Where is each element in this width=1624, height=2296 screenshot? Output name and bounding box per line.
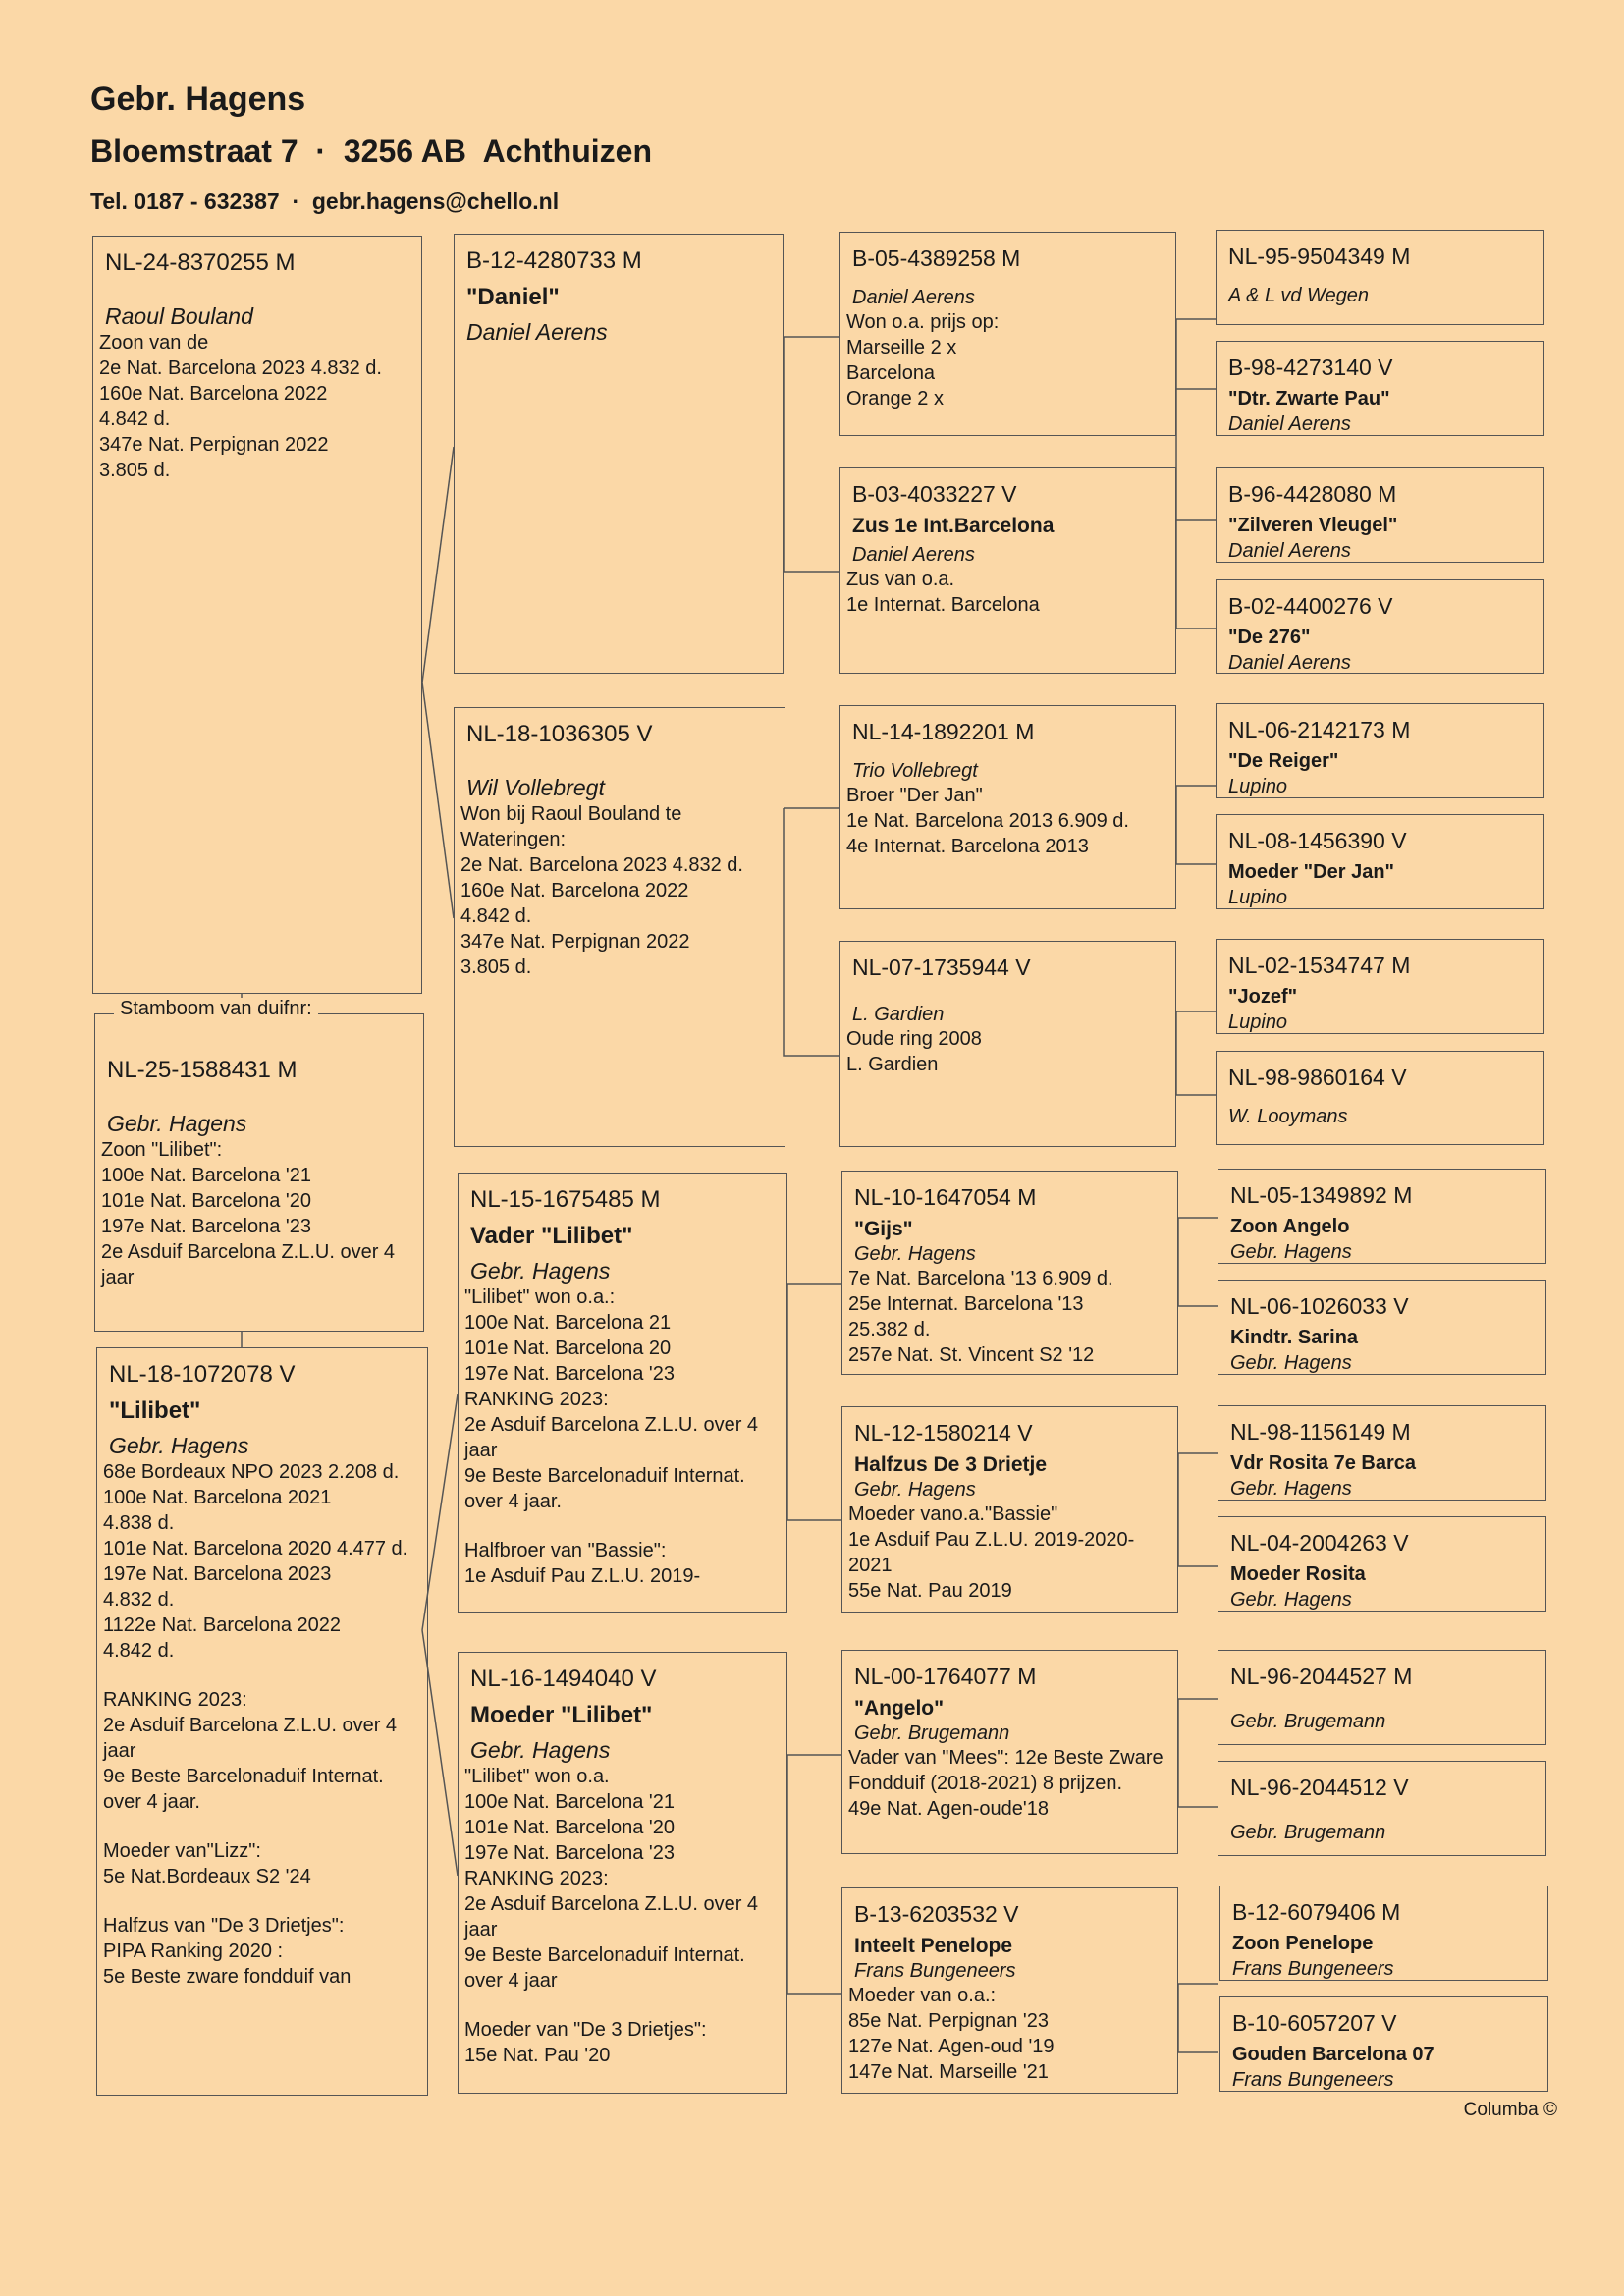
mother-line: 5e Nat.Bordeaux S2 '24 (103, 1865, 311, 1887)
mf-name: Vader "Lilibet" (470, 1223, 633, 1250)
fm-line: 160e Nat. Barcelona 2022 (460, 880, 689, 902)
g4-name: Zoon Penelope (1232, 1933, 1374, 1955)
ff-card (454, 234, 784, 674)
g4-card (1218, 1650, 1546, 1745)
father-ring: NL-24-8370255 M (105, 249, 296, 276)
g4-breeder: Gebr. Hagens (1230, 1478, 1352, 1501)
mother-line: 1122e Nat. Barcelona 2022 (103, 1613, 342, 1636)
g3-breeder: Trio Vollebregt (852, 760, 978, 783)
mm-line: 2e Asduif Barcelona Z.L.U. over 4 jaar (464, 1892, 759, 1941)
g3-line: 25.382 d. (848, 1319, 931, 1341)
g4-breeder: Daniel Aerens (1228, 413, 1351, 436)
g3-card (839, 467, 1176, 674)
g4-name: "Dtr. Zwarte Pau" (1228, 388, 1390, 410)
g4-card (1219, 1996, 1548, 2092)
g4-breeder: Gebr. Hagens (1230, 1589, 1352, 1612)
g4-card (1216, 814, 1544, 909)
g4-card (1216, 939, 1544, 1034)
mother-line: Moeder van"Lizz": (103, 1839, 261, 1862)
g4-ring: B-98-4273140 V (1228, 355, 1393, 380)
fm-breeder: Wil Vollebregt (466, 775, 605, 801)
pedigree-legend: Stamboom van duifnr: (114, 998, 318, 1020)
mf-line: 2e Asduif Barcelona Z.L.U. over 4 jaar (464, 1413, 759, 1461)
g3-line: Broer "Der Jan" (846, 785, 983, 807)
mother-line: 68e Bordeaux NPO 2023 2.208 d. (103, 1460, 400, 1483)
g3-card (839, 705, 1176, 909)
father-line: 2e Nat. Barcelona 2023 4.832 d. (99, 357, 382, 380)
fm-line: 347e Nat. Perpignan 2022 (460, 931, 690, 954)
g4-ring: NL-95-9504349 M (1228, 244, 1411, 269)
g4-card (1218, 1761, 1546, 1856)
g4-name: Vdr Rosita 7e Barca (1230, 1452, 1416, 1475)
g3-breeder: Daniel Aerens (852, 287, 975, 309)
g3-line: Barcelona (846, 362, 936, 385)
mm-breeder: Gebr. Hagens (470, 1736, 611, 1763)
copyright: Columba © (1463, 2100, 1557, 2120)
mf-line: "Lilibet" won o.a.: (464, 1285, 616, 1308)
g4-ring: B-96-4428080 M (1228, 481, 1397, 507)
mother-line: 4.838 d. (103, 1511, 175, 1534)
g4-breeder: W. Looymans (1228, 1106, 1348, 1128)
g4-ring: NL-96-2044527 M (1230, 1664, 1413, 1689)
mother-line: 4.842 d. (103, 1639, 175, 1662)
g4-ring: NL-98-1156149 M (1230, 1419, 1411, 1445)
g3-name: Zus 1e Int.Barcelona (852, 515, 1055, 538)
g3-line: Oude ring 2008 (846, 1028, 982, 1051)
mm-line: "Lilibet" won o.a. (464, 1765, 610, 1787)
mother-line: 2e Asduif Barcelona Z.L.U. over 4 jaar (103, 1714, 398, 1762)
g4-card (1218, 1169, 1546, 1264)
g3-ring: NL-00-1764077 M (854, 1664, 1037, 1689)
g3-card (841, 1887, 1178, 2094)
father-line: 160e Nat. Barcelona 2022 (99, 383, 328, 406)
g3-card (841, 1406, 1178, 1613)
g3-card (839, 232, 1176, 436)
g3-card (841, 1650, 1178, 1854)
mm-line: 101e Nat. Barcelona '20 (464, 1816, 675, 1838)
g4-name: Kindtr. Sarina (1230, 1327, 1359, 1349)
g4-name: "De 276" (1228, 627, 1311, 649)
g3-breeder: Daniel Aerens (852, 543, 975, 566)
g4-ring: NL-02-1534747 M (1228, 953, 1411, 978)
father-line: 4.842 d. (99, 409, 171, 431)
g3-card (839, 941, 1176, 1147)
subject-ring: NL-25-1588431 M (107, 1057, 298, 1083)
g3-ring: NL-12-1580214 V (854, 1420, 1033, 1446)
mm-ring: NL-16-1494040 V (470, 1666, 657, 1692)
mother-line: PIPA Ranking 2020 : (103, 1940, 284, 1962)
g3-breeder: Gebr. Hagens (854, 1242, 976, 1265)
g4-card (1218, 1280, 1546, 1375)
mother-card (96, 1347, 428, 2096)
mm-line: 100e Nat. Barcelona '21 (464, 1790, 675, 1813)
mother-line: 9e Beste Barcelonaduif Internat. over 4 jaar. (103, 1765, 384, 1813)
g4-name: Moeder "Der Jan" (1228, 861, 1395, 884)
g3-line: 1e Internat. Barcelona (846, 594, 1040, 617)
g3-line: Orange 2 x (846, 388, 944, 410)
g4-breeder: Lupino (1228, 887, 1288, 909)
mf-ring: NL-15-1675485 M (470, 1186, 661, 1213)
mother-line: 197e Nat. Barcelona 2023 (103, 1562, 332, 1585)
mm-name: Moeder "Lilibet" (470, 1702, 653, 1729)
mother-breeder: Gebr. Hagens (109, 1432, 249, 1458)
g4-ring: NL-06-2142173 M (1228, 717, 1411, 742)
g3-line: Moeder van o.a.: (848, 1985, 997, 2007)
mf-line: 101e Nat. Barcelona 20 (464, 1337, 672, 1359)
g4-breeder: Frans Bungeneers (1232, 2069, 1394, 2092)
g4-ring: NL-06-1026033 V (1230, 1293, 1409, 1319)
g3-line: 49e Nat. Agen-oude'18 (848, 1798, 1049, 1821)
g3-line: Zus van o.a. (846, 569, 955, 591)
g3-line: 257e Nat. St. Vincent S2 '12 (848, 1344, 1095, 1367)
mf-line: Halfbroer van "Bassie": (464, 1539, 667, 1561)
g3-line: Vader van "Mees": 12e Beste Zware Fondduif (2018-2021) 8 prijzen. (848, 1747, 1164, 1795)
g3-line: 1e Nat. Barcelona 2013 6.909 d. (846, 810, 1129, 833)
g4-breeder: Gebr. Hagens (1230, 1241, 1352, 1264)
ff-breeder: Daniel Aerens (466, 318, 608, 345)
father-line: 3.805 d. (99, 460, 171, 482)
fm-line: Won bij Raoul Bouland te Wateringen: (460, 803, 682, 851)
g4-name: Moeder Rosita (1230, 1563, 1366, 1586)
g3-line: 55e Nat. Pau 2019 (848, 1580, 1012, 1603)
fm-ring: NL-18-1036305 V (466, 721, 653, 747)
subject-line: 197e Nat. Barcelona '23 (101, 1216, 311, 1238)
mother-line: 5e Beste zware fondduif van (103, 1965, 352, 1988)
g3-line: 85e Nat. Perpignan '23 (848, 2010, 1049, 2033)
mother-line: 4.832 d. (103, 1588, 175, 1611)
g3-breeder: Gebr. Brugemann (854, 1722, 1010, 1744)
g4-card (1216, 1051, 1544, 1145)
fm-line: 3.805 d. (460, 957, 532, 979)
g4-card (1218, 1405, 1546, 1501)
g4-name: Gouden Barcelona 07 (1232, 2044, 1435, 2066)
g4-ring: NL-08-1456390 V (1228, 828, 1407, 853)
mother-line: 101e Nat. Barcelona 2020 4.477 d. (103, 1537, 408, 1559)
g4-name: "Zilveren Vleugel" (1228, 515, 1398, 537)
g3-line: 25e Internat. Barcelona '13 (848, 1293, 1084, 1316)
mf-line: 100e Nat. Barcelona 21 (464, 1311, 672, 1334)
g3-ring: B-05-4389258 M (852, 246, 1021, 271)
g4-breeder: Lupino (1228, 776, 1288, 798)
g4-ring: NL-04-2004263 V (1230, 1530, 1409, 1556)
ff-ring: B-12-4280733 M (466, 247, 642, 274)
mf-line: RANKING 2023: (464, 1388, 609, 1410)
g4-card (1216, 341, 1544, 436)
fm-line: 4.842 d. (460, 905, 532, 928)
father-line: Zoon van de (99, 332, 209, 355)
g3-ring: NL-14-1892201 M (852, 719, 1035, 744)
g3-line: 4e Internat. Barcelona 2013 (846, 836, 1089, 858)
subject-line: 100e Nat. Barcelona '21 (101, 1165, 311, 1187)
g3-ring: NL-07-1735944 V (852, 955, 1031, 980)
breeder-contact: Tel. 0187 - 632387 · gebr.hagens@chello.nl (90, 189, 560, 214)
mf-breeder: Gebr. Hagens (470, 1257, 611, 1284)
g3-name: "Angelo" (854, 1697, 945, 1721)
ff-name: "Daniel" (466, 284, 560, 311)
g4-name: "De Reiger" (1228, 750, 1339, 773)
g3-line: 7e Nat. Barcelona '13 6.909 d. (848, 1268, 1113, 1290)
subject-card (94, 1013, 424, 1332)
g4-ring: NL-96-2044512 V (1230, 1775, 1409, 1800)
g3-line: 1e Asduif Pau Z.L.U. 2019-2020-2021 (848, 1529, 1135, 1577)
father-card (92, 236, 422, 994)
g4-ring: B-02-4400276 V (1228, 593, 1393, 619)
g4-breeder: Frans Bungeneers (1232, 1958, 1394, 1981)
father-breeder: Raoul Bouland (105, 303, 253, 330)
subject-line: 101e Nat. Barcelona '20 (101, 1190, 311, 1213)
g4-name: "Jozef" (1228, 986, 1298, 1009)
g4-card (1216, 703, 1544, 798)
g3-line: Won o.a. prijs op: (846, 311, 1000, 334)
g3-line: 147e Nat. Marseille '21 (848, 2061, 1049, 2084)
subject-line: Zoon "Lilibet": (101, 1139, 223, 1162)
g3-card (841, 1171, 1178, 1375)
mother-line: 100e Nat. Barcelona 2021 (103, 1486, 332, 1508)
g4-breeder: Daniel Aerens (1228, 652, 1351, 675)
g3-name: Halfzus De 3 Drietje (854, 1453, 1048, 1477)
g4-card (1216, 579, 1544, 674)
g4-ring: B-12-6079406 M (1232, 1899, 1401, 1925)
g4-breeder: Daniel Aerens (1228, 540, 1351, 563)
mother-line: Halfzus van "De 3 Drietjes": (103, 1914, 345, 1937)
g4-ring: NL-98-9860164 V (1228, 1065, 1407, 1090)
fm-card (454, 707, 785, 1147)
g3-ring: NL-10-1647054 M (854, 1184, 1037, 1210)
g4-card (1216, 230, 1544, 325)
g3-breeder: Gebr. Hagens (854, 1478, 976, 1501)
mother-line: RANKING 2023: (103, 1688, 247, 1711)
breeder-name: Gebr. Hagens (90, 81, 306, 118)
g4-breeder: Lupino (1228, 1011, 1288, 1034)
mm-line: 197e Nat. Barcelona '23 (464, 1841, 675, 1864)
g4-ring: B-10-6057207 V (1232, 2010, 1397, 2036)
mm-card (458, 1652, 787, 2094)
g3-line: Moeder vano.a."Bassie" (848, 1503, 1058, 1526)
g3-name: Inteelt Penelope (854, 1935, 1013, 1958)
g3-name: "Gijs" (854, 1218, 913, 1241)
g3-breeder: Frans Bungeneers (854, 1959, 1016, 1982)
g4-breeder: A & L vd Wegen (1228, 285, 1370, 307)
mm-line: Moeder van "De 3 Drietjes": (464, 2018, 707, 2041)
g3-line: Marseille 2 x (846, 337, 957, 359)
g4-ring: NL-05-1349892 M (1230, 1182, 1413, 1208)
g3-breeder: L. Gardien (852, 1004, 945, 1026)
mm-line: 15e Nat. Pau '20 (464, 2044, 611, 2066)
g3-ring: B-03-4033227 V (852, 481, 1017, 507)
g4-breeder: Gebr. Brugemann (1230, 1822, 1386, 1844)
mf-line: 9e Beste Barcelonaduif Internat. over 4 jaar. (464, 1464, 745, 1512)
breeder-address: Bloemstraat 7 · 3256 AB Achthuizen (90, 134, 652, 169)
mother-ring: NL-18-1072078 V (109, 1361, 296, 1388)
g4-breeder: Gebr. Brugemann (1230, 1711, 1386, 1733)
mf-line: 1e Asduif Pau Z.L.U. 2019- (464, 1564, 701, 1587)
g4-card (1216, 467, 1544, 563)
g4-name: Zoon Angelo (1230, 1216, 1350, 1238)
g3-ring: B-13-6203532 V (854, 1901, 1019, 1927)
mf-line: 197e Nat. Barcelona '23 (464, 1362, 675, 1385)
father-line: 347e Nat. Perpignan 2022 (99, 434, 329, 457)
mm-line: 9e Beste Barcelonaduif Internat. over 4 jaar (464, 1943, 745, 1992)
g4-breeder: Gebr. Hagens (1230, 1352, 1352, 1375)
g4-card (1219, 1886, 1548, 1981)
g3-line: 127e Nat. Agen-oud '19 (848, 2036, 1055, 2058)
fm-line: 2e Nat. Barcelona 2023 4.832 d. (460, 854, 743, 877)
mm-line: RANKING 2023: (464, 1867, 609, 1889)
subject-line: 2e Asduif Barcelona Z.L.U. over 4 jaar (101, 1241, 396, 1289)
mf-card (458, 1173, 787, 1613)
subject-breeder: Gebr. Hagens (107, 1111, 247, 1137)
g3-line: L. Gardien (846, 1054, 939, 1076)
g4-card (1218, 1516, 1546, 1612)
mother-name: "Lilibet" (109, 1397, 201, 1425)
